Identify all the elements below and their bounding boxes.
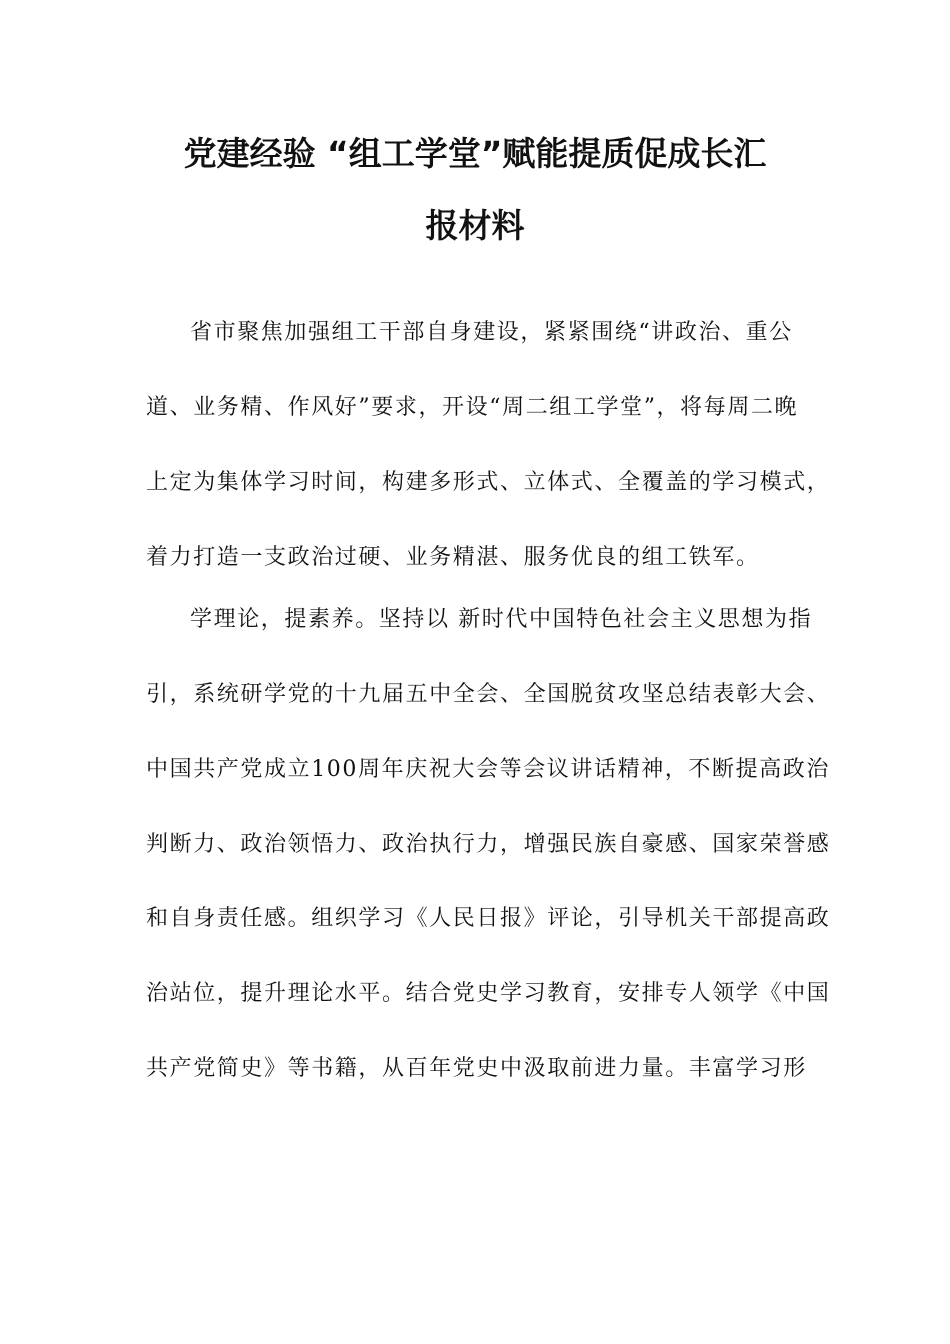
paragraph-1-line-4: 着力打造一支政治过硬、业务精湛、服务优良的组工铁军。 — [146, 545, 760, 570]
paragraph-1-line-2: 道、业务精、作风好”要求，开设“周二组工学堂”，将每周二晚 — [146, 395, 799, 420]
paragraph-2-line-7: 共产党简史》等书籍，从百年党史中汲取前进力量。丰富学习形 — [146, 1056, 807, 1081]
document-title-line-1: 党建经验 “组工学堂”赋能提质促成长汇 — [183, 134, 767, 173]
paragraph-2-line-4: 判断力、政治领悟力、政治执行力，增强民族自豪感、国家荣誉感 — [146, 832, 831, 857]
paragraph-1-line-3: 上定为集体学习时间，构建多形式、立体式、全覆盖的学习模式， — [146, 470, 831, 495]
paragraph-1-line-1: 省市聚焦加强组工干部自身建设，紧紧围绕“讲政治、重公 — [190, 320, 793, 345]
document-title-line-2: 报材料 — [425, 206, 525, 245]
paragraph-2-line-5: 和自身责任感。组织学习《人民日报》评论，引导机关干部提高政 — [146, 906, 831, 931]
paragraph-2-line-6: 治站位，提升理论水平。结合党史学习教育，安排专人领学《中国 — [146, 981, 831, 1006]
paragraph-2-line-2: 引，系统研学党的十九届五中全会、全国脱贫攻坚总结表彰大会、 — [146, 682, 831, 707]
paragraph-2-line-1: 学理论，提素养。坚持以 新时代中国特色社会主义思想为指 — [190, 607, 813, 632]
paragraph-2-line-3: 中国共产党成立100周年庆祝大会等会议讲话精神，不断提高政治 — [146, 757, 830, 782]
